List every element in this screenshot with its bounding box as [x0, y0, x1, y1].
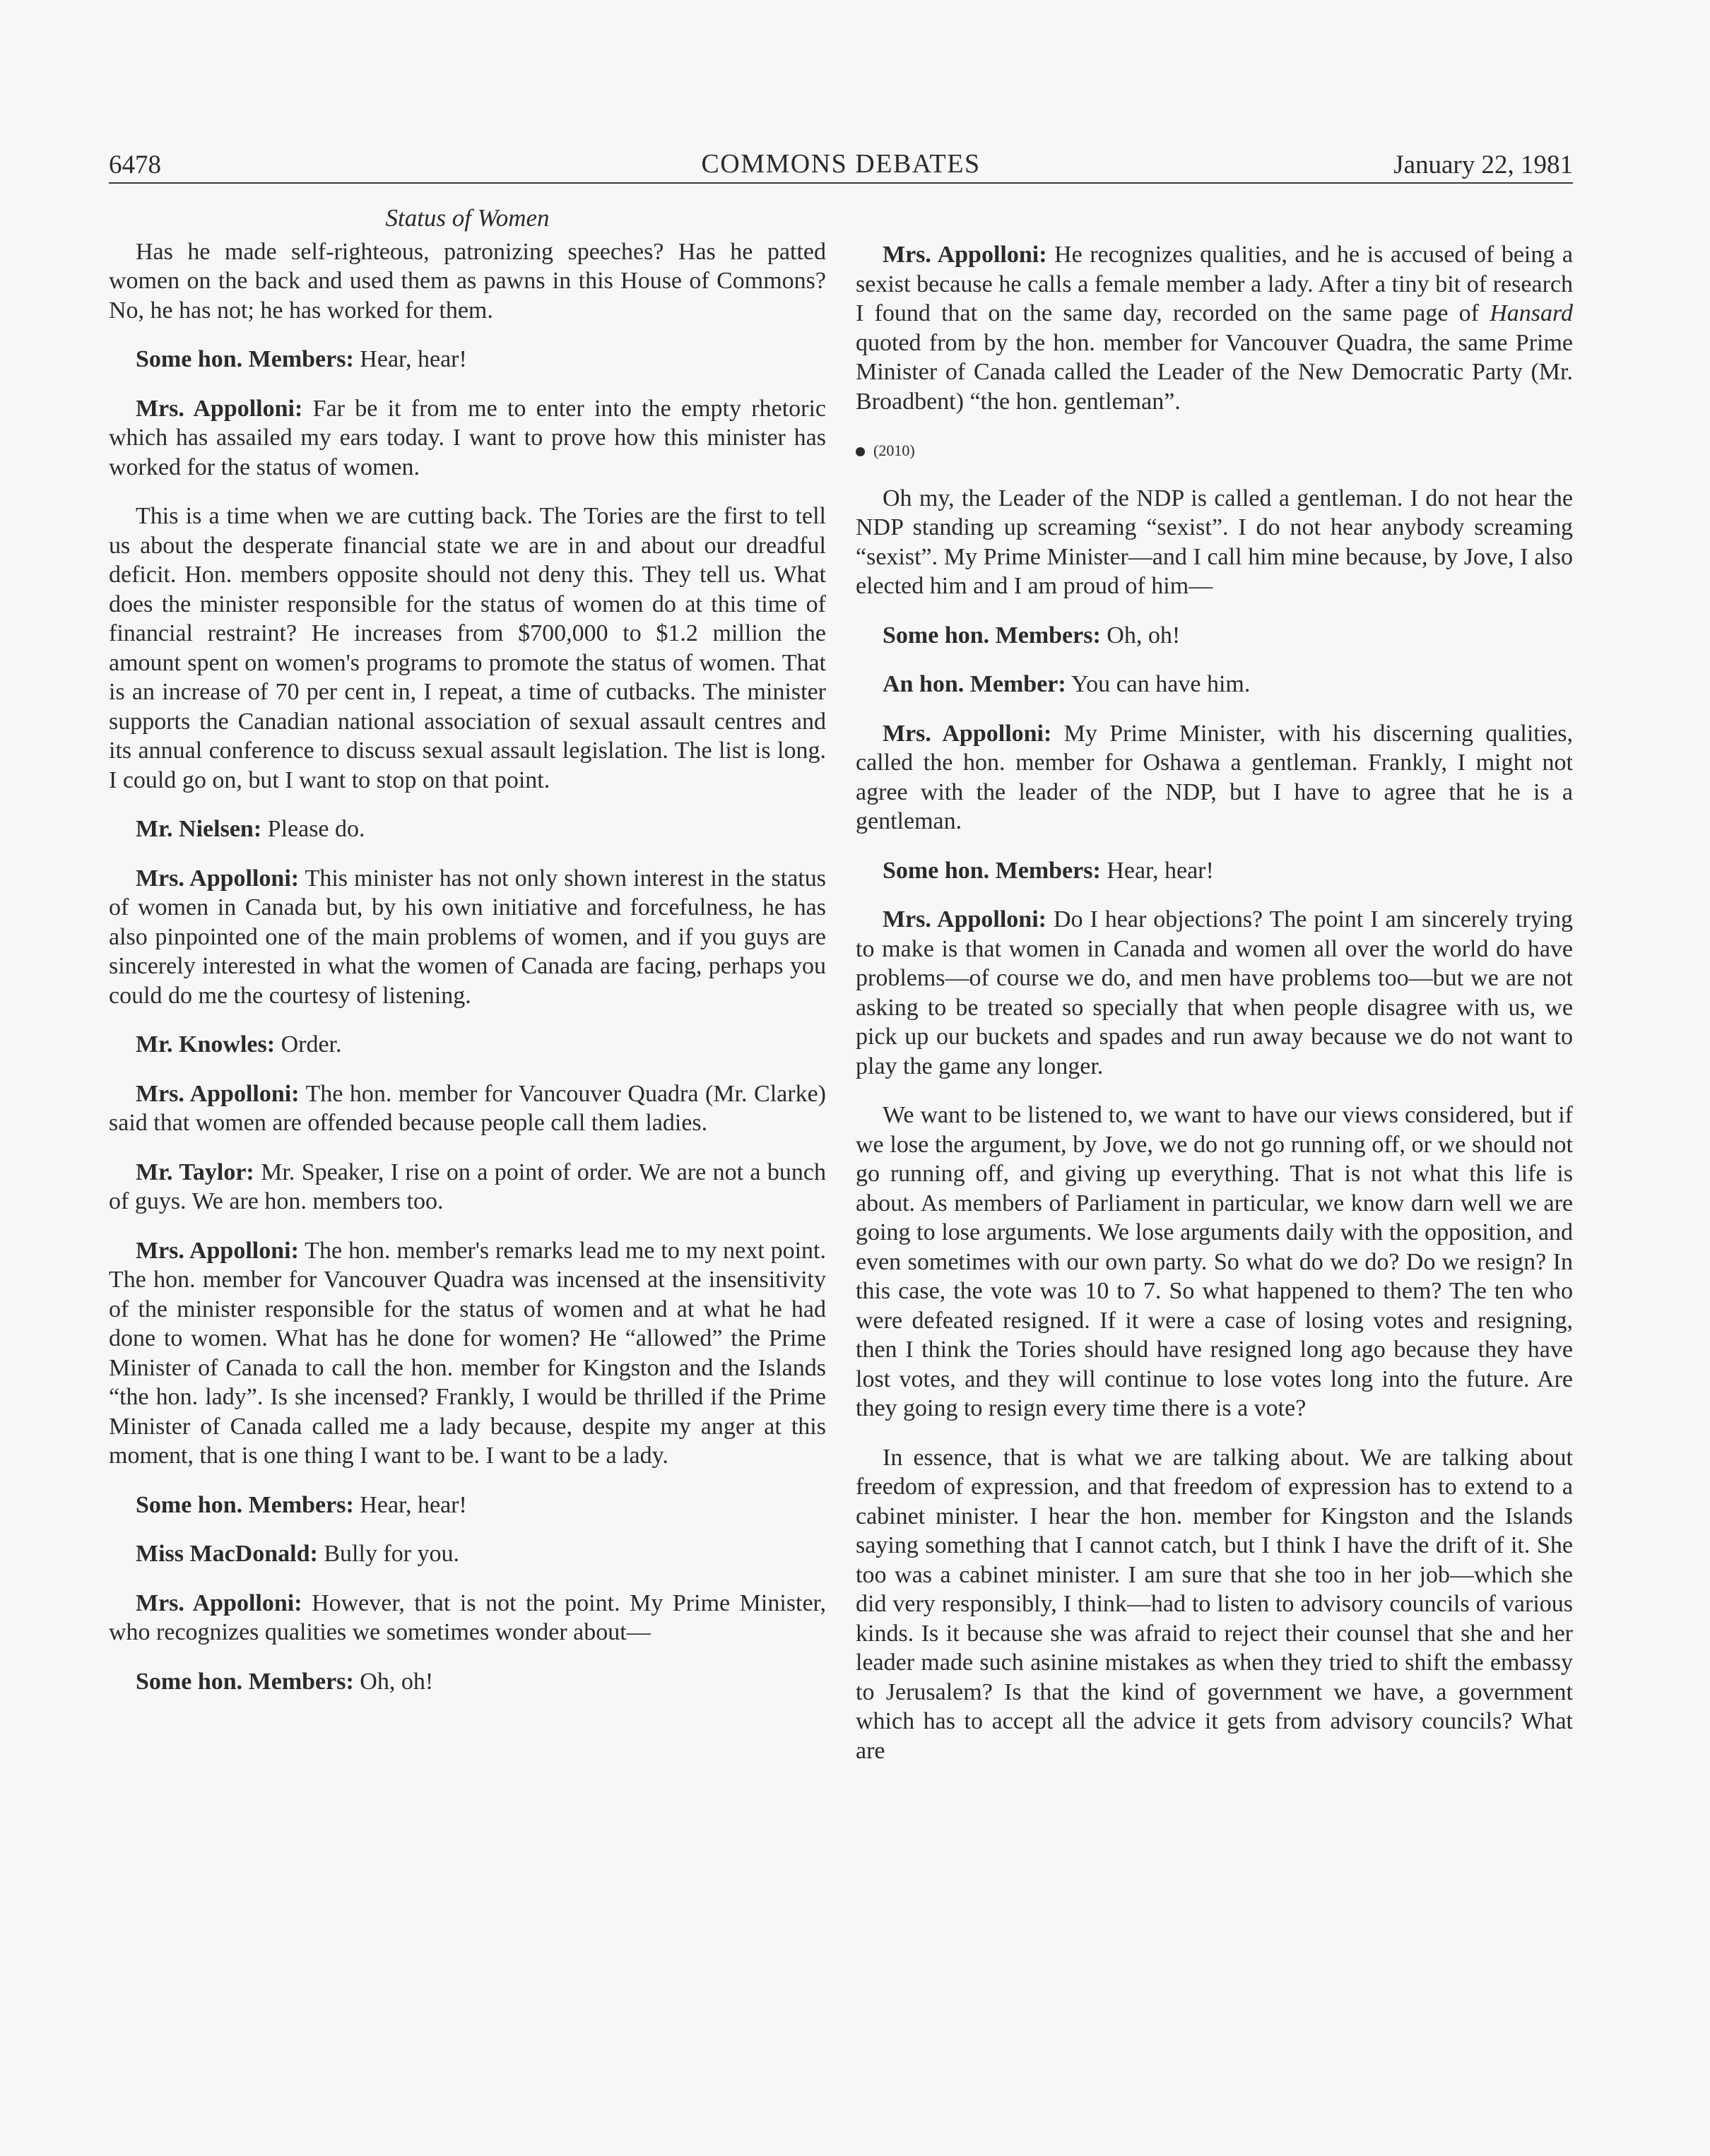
speaker-name: Mrs. Appolloni: — [883, 242, 1047, 268]
speech-text: Oh, oh! — [1100, 622, 1181, 648]
speech — [109, 1491, 826, 1520]
speech — [856, 856, 1573, 886]
running-header — [109, 146, 1573, 184]
speaker-name: An hon. Member: — [883, 671, 1066, 697]
speech — [109, 815, 826, 844]
speech-text: The hon. member for Vancouver Quadra (Mr. Clarke) said that women are offended because people call them ladies. — [109, 1080, 826, 1136]
speech — [856, 621, 1573, 651]
speech — [856, 905, 1573, 1081]
speaker-name: Miss MacDonald: — [136, 1541, 318, 1567]
speech — [109, 1158, 826, 1216]
speech — [109, 864, 826, 1011]
paragraph: Oh my, the Leader of the NDP is called a gentleman. I do not hear the NDP standing up screaming “sexist”. I do not hear anybody screaming “sexist”. My Prime Minister—and I call him mine because, by Jove, I also elected him and I am proud of him— — [856, 485, 1573, 599]
speech — [109, 1589, 826, 1647]
timestamp: (2010) — [873, 442, 915, 459]
speech — [856, 719, 1573, 836]
speech — [109, 345, 826, 374]
speech-text: Order. — [275, 1031, 342, 1058]
speaker-name: Some hon. Members: — [883, 857, 1101, 884]
speaker-name: Some hon. Members: — [136, 1668, 354, 1695]
speech — [856, 670, 1573, 699]
speaker-name: Some hon. Members: — [883, 622, 1101, 648]
speech-text: My Prime Minister, with his discerning qualities, called the hon. member for Oshawa a gentleman. Frankly, I might not agree with the leader of the NDP, but I have to agree that he is a gentleman. — [856, 720, 1573, 834]
speech-text: Bully for you. — [317, 1541, 460, 1567]
speech-text: You can have him. — [1066, 671, 1251, 697]
paragraph: This is a time when we are cutting back. The Tories are the first to tell us about the desperate financial state we are in and about our dreadful deficit. Hon. members opposite should not deny this. They tell us. What does the minister responsible for the status of women do at this time of financial restraint? He increases from $700,000 to $1.2 million the amount spent on women's programs to promote the status of women. That is an increase of 70 per cent in, I repeat, a time of cutbacks. The minister supports the Canadian national association of sexual assault centres and its annual conference to discuss sexual assault legislation. The list is long. I could go on, but I want to stop on that point. — [109, 503, 826, 793]
speech — [109, 1030, 826, 1060]
right-column — [856, 240, 1573, 1785]
speaker-name: Mrs. Appolloni: — [136, 1589, 302, 1616]
bullet-icon — [856, 447, 865, 456]
speech-text: Mr. Speaker, I rise on a point of order. We are not a bunch of guys. We are hon. members too. — [109, 1159, 826, 1214]
publication-name: Hansard — [1490, 300, 1573, 326]
paragraph: In essence, that is what we are talking about. We are talking about freedom of expression, and that freedom of expression has to extend to a cabinet minister. I hear the hon. member for Kingston and the Islands saying something that I cannot catch, but I think I have the drift of it. She too was a cabinet minister. I am sure that she too in her job—which she did very responsibly, I think—had to listen to advisory councils of various kinds. Is it because she was afraid to reject their counsel that she and her leader made such asinine mistakes as when they tried to shift the embassy to Jerusalem? Is that the kind of government we have, a government which has to accept all the advice it gets from advisory councils? What are — [856, 1444, 1573, 1764]
speaker-name: Mrs. Appolloni: — [883, 720, 1052, 747]
speech-text: He recognizes qualities, and he is accused of being a sexist because he calls a female member a lady. After a tiny bit of research I found that on the same day, recorded on the same page of — [856, 242, 1573, 326]
time-marker — [856, 436, 1573, 466]
speech-text: Hear, hear! — [353, 346, 467, 372]
section-title: Status of Women — [385, 204, 550, 232]
speech — [109, 1236, 826, 1471]
speaker-name: Mrs. Appolloni: — [136, 1237, 299, 1264]
speech-text: Hear, hear! — [353, 1491, 467, 1518]
issue-date: January 22, 1981 — [1393, 150, 1573, 179]
speech — [856, 240, 1573, 416]
speaker-name: Mr. Nielsen: — [136, 816, 262, 842]
speech — [109, 1667, 826, 1697]
speaker-name: Mr. Taylor: — [136, 1159, 254, 1185]
paragraph: Has he made self-righteous, patronizing speeches? Has he patted women on the back and used them as pawns in this House of Commons? No, he has not; he has worked for them. — [109, 238, 826, 324]
speech — [109, 1539, 826, 1569]
paragraph: We want to be listened to, we want to have our views considered, but if we lose the argument, by Jove, we do not go running off, or we should not go running off, and giving up everything. That is not what this life is about. As members of Parliament in particular, we know darn well we are going to lose arguments. We lose arguments daily with the opposition, and even sometimes with our own party. So what do we do? Do we resign? In this case, the vote was 10 to 7. So what happened to them? The ten who were defeated resigned. If it were a case of losing votes and resigning, then I think the Tories should have resigned long ago because they have lost votes, and they will continue to lose votes long into the future. Are they going to resign every time there is a vote? — [856, 1102, 1573, 1421]
speech — [109, 394, 826, 482]
left-column — [109, 203, 826, 1716]
publication-title: COMMONS DEBATES — [701, 149, 981, 179]
speech-text: Oh, oh! — [353, 1668, 434, 1695]
speaker-name: Mrs. Appolloni: — [883, 906, 1046, 932]
speech — [109, 1079, 826, 1138]
speech-text: quoted from by the hon. member for Vancouver Quadra, the same Prime Minister of Canada called the Leader of the New Democratic Party (Mr. Broadbent) “the hon. gentleman”. — [856, 329, 1573, 415]
speaker-name: Mrs. Appolloni: — [136, 395, 303, 422]
speech-text: This minister has not only shown interest in the status of women in Canada but, by his own initiative and forcefulness, he has also pinpointed one of the main problems of women, and if you guys are sincerely interested in what the women of Canada are facing, perhaps you could do me the courtesy of listening. — [109, 865, 826, 1009]
speech-text: Hear, hear! — [1100, 857, 1214, 884]
speaker-name: Some hon. Members: — [136, 346, 354, 372]
speaker-name: Mrs. Appolloni: — [136, 1080, 300, 1107]
page-number: 6478 — [109, 150, 161, 179]
speech-text: However, that is not the point. My Prime Minister, who recognizes qualities we sometimes wonder about— — [109, 1589, 826, 1645]
speech-text: Please do. — [261, 816, 365, 842]
speech-text: The hon. member's remarks lead me to my next point. The hon. member for Vancouver Quadra was incensed at the insensitivity of the minister responsible for the status of women and at what he had done to women. What has he done for women? He “allowed” the Prime Minister of Canada to call the hon. member for Kingston and the Islands “the hon. lady”. Is she incensed? Frankly, I would be thrilled if the Prime Minister of Canada called me a lady because, despite my anger at this moment, that is one thing I want to be. I want to be a lady. — [109, 1237, 826, 1469]
speech-text: Far be it from me to enter into the empty rhetoric which has assailed my ears today. I want to prove how this minister has worked for the status of women. — [109, 395, 826, 480]
speech-text: Do I hear objections? The point I am sincerely trying to make is that women in Canada and women all over the world do have problems—of course we do, and men have problems too—but we are not asking to be treated so specially that when people disagree with us, we pick up our buckets and spades and run away because we do not want to play the game any longer. — [856, 906, 1573, 1079]
speaker-name: Some hon. Members: — [136, 1491, 354, 1518]
speaker-name: Mr. Knowles: — [136, 1031, 276, 1058]
speaker-name: Mrs. Appolloni: — [136, 865, 300, 892]
